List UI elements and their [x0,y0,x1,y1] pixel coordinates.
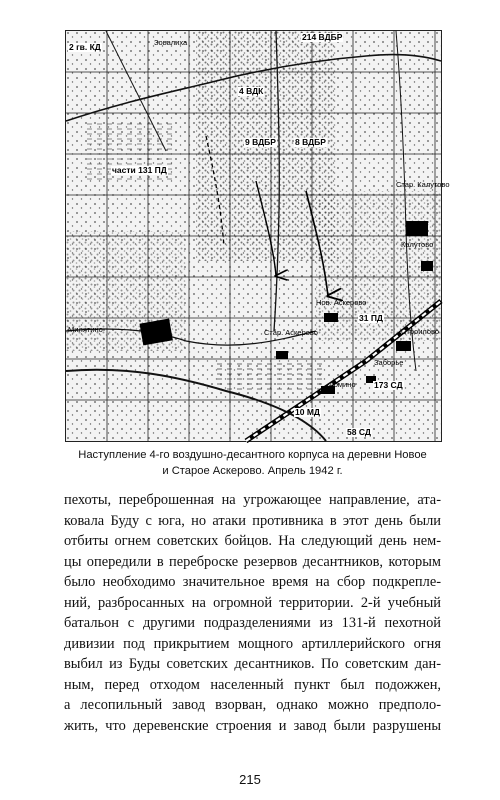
text-line: ным, перед отходом населенный пункт был подожжен, [64,676,441,693]
unit-label: части 131 ПД [112,165,167,175]
unit-label: 10 МД [295,407,320,417]
place-label: Стар. Калутово [396,180,450,189]
text-line: а лесопильный завод взорван, однако можно предполо- [64,697,441,713]
place-label: Милятино [68,325,103,334]
unit-label: 9 ВДБР [245,137,276,147]
unit-label: 2 гв. КД [69,42,101,52]
unit-label: 4 ВДК [239,86,264,96]
text-line: цы опередили в переброске резервов десантников, которым [64,553,441,570]
place-label: Фомино [328,380,356,389]
unit-label: 173 СД [374,380,403,390]
text-line: отбиты огнем советских бойцов. На следующий день нем- [64,533,441,549]
unit-label: 58 СД [347,427,371,437]
place-label: Стар. Аскерово [264,328,318,337]
page-number: 215 [239,772,261,787]
place-label: Заборье [374,358,404,367]
text-line: дивизии под прикрытием мощного артиллерийского огня [64,635,441,652]
place-label: Зовалиха [154,38,188,47]
text-line: было необходимо значительное время на сбор подкрепле- [64,574,441,590]
place-label: Калутово [401,240,434,249]
caption-line: Наступление 4-го воздушно-десантного корпуса на деревни Новое [78,449,427,461]
text-line: батальон с другими подразделениями из 131-й пехотной [64,615,441,631]
place-label: Нов. Аскерово [316,298,367,307]
unit-label: 8 ВДБР [295,137,326,147]
place-label: Строилово [401,327,440,336]
body-text [64,490,441,736]
unit-label: 214 ВДБР [302,32,343,42]
text-line: ний, разбросанных на огромной территории. 2-й учебный [64,594,441,611]
caption-line: и Старое Аскерово. Апрель 1942 г. [162,465,343,477]
map-figure [65,30,450,442]
text-line: выбил из Буды советских десантников. По советским дан- [64,656,441,672]
text-line: пехоты, переброшенная на угрожающее направление, ата- [64,492,441,508]
text-line: ковала Буду с юга, но атаки противника в этот день были [64,512,441,529]
unit-label: 31 ПД [359,313,383,323]
text-line: жить, что деревенские строения и завод были разрушены [64,717,441,734]
figure-caption [70,447,435,479]
